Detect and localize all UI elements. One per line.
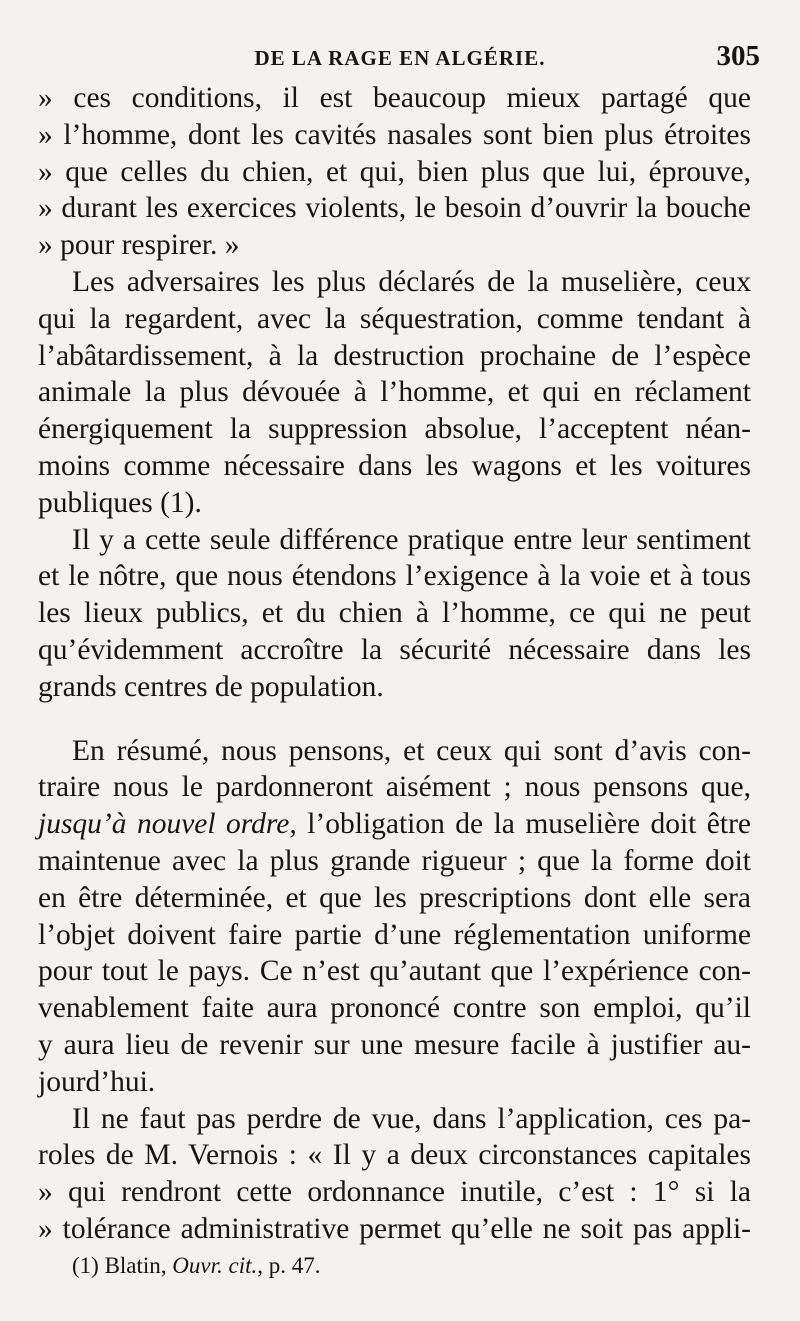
footnote bbox=[72, 1253, 321, 1279]
text-line: jourd’hui. bbox=[38, 1065, 156, 1098]
text-line: En résumé, nous pensons, et ceux qui sont d’avis con- bbox=[72, 734, 751, 767]
paragraph bbox=[38, 80, 751, 264]
running-head: DE LA RAGE EN ALGÉRIE. bbox=[254, 46, 546, 70]
body-text bbox=[38, 80, 751, 1248]
text-line: moins comme nécessaire dans les wagons et les voitures bbox=[38, 449, 751, 482]
paragraph bbox=[38, 522, 751, 706]
text-line: roles de M. Vernois : « Il y a deux circonstances capitales bbox=[38, 1139, 751, 1172]
text-line: qu’évidemment accroître la sécurité nécessaire dans les bbox=[38, 633, 751, 666]
text-line: maintenue avec la plus grande rigueur ; que la forme doit bbox=[38, 844, 751, 877]
text-line: animale la plus dévouée à l’homme, et qui en réclament bbox=[38, 376, 751, 409]
text-line: Les adversaires les plus déclarés de la muselière, ceux bbox=[72, 265, 751, 298]
text-line: » durant les exercices violents, le besoin d’ouvrir la bouche bbox=[38, 192, 751, 225]
italic-phrase: jusqu’à nouvel ordre, bbox=[38, 808, 297, 841]
text-line: grands centres de population. bbox=[38, 670, 384, 703]
text-line: les lieux publics, et du chien à l’homme, ce qui ne peut bbox=[38, 597, 751, 630]
text-line: » ces conditions, il est beaucoup mieux partagé que bbox=[38, 82, 751, 114]
text-line: venablement faite aura prononcé contre son emploi, qu’il bbox=[38, 992, 751, 1025]
text-line: l’objet doivent faire partie d’une réglementation uniforme bbox=[38, 918, 751, 951]
footnote-italic: Ouvr. cit. bbox=[172, 1253, 258, 1278]
footnote-rest: , p. 47. bbox=[257, 1253, 321, 1278]
page-header bbox=[40, 40, 760, 76]
paragraph bbox=[38, 1101, 751, 1248]
text-line: » l’homme, dont les cavités nasales sont bien plus étroites bbox=[38, 118, 751, 151]
text-line: énergiquement la suppression absolue, l’acceptent néan- bbox=[38, 413, 751, 446]
text-line: » tolérance administrative permet qu’elle ne soit pas appli- bbox=[38, 1212, 751, 1245]
footnote-marker: (1) Blatin, bbox=[72, 1253, 167, 1278]
text-line: » qui rendront cette ordonnance inutile, c’est : 1° si la bbox=[38, 1176, 751, 1209]
text-line: y aura lieu de revenir sur une mesure facile à justifier au- bbox=[38, 1028, 751, 1061]
paragraph bbox=[38, 264, 751, 522]
paragraph bbox=[38, 733, 751, 1101]
text-line: Il ne faut pas perdre de vue, dans l’application, ces pa- bbox=[72, 1102, 751, 1135]
text-line: l’abâtardissement, à la destruction prochaine de l’espèce bbox=[38, 339, 751, 372]
text-line: et le nôtre, que nous étendons l’exigence à la voie et à tous bbox=[38, 560, 751, 593]
text-line: » pour respirer. » bbox=[38, 229, 240, 262]
text-line: publiques (1). bbox=[38, 486, 202, 519]
text-line: Il y a cette seule différence pratique entre leur sentiment bbox=[72, 523, 751, 556]
text-line-rest: l’obligation de la muselière doit être bbox=[307, 808, 751, 841]
text-line: traire nous le pardonneront aisément ; nous pensons que, bbox=[38, 771, 751, 804]
paragraph-gap bbox=[38, 706, 751, 733]
text-line: pour tout le pays. Ce n’est qu’autant que l’expérience con- bbox=[38, 955, 751, 988]
page-number: 305 bbox=[716, 40, 760, 72]
text-line: » que celles du chien, et qui, bien plus que lui, éprouve, bbox=[38, 155, 751, 188]
text-line-with-italic bbox=[38, 806, 751, 843]
text-line: qui la regardent, avec la séquestration, comme tendant à bbox=[38, 302, 751, 335]
text-line: en être déterminée, et que les prescriptions dont elle sera bbox=[38, 881, 751, 914]
